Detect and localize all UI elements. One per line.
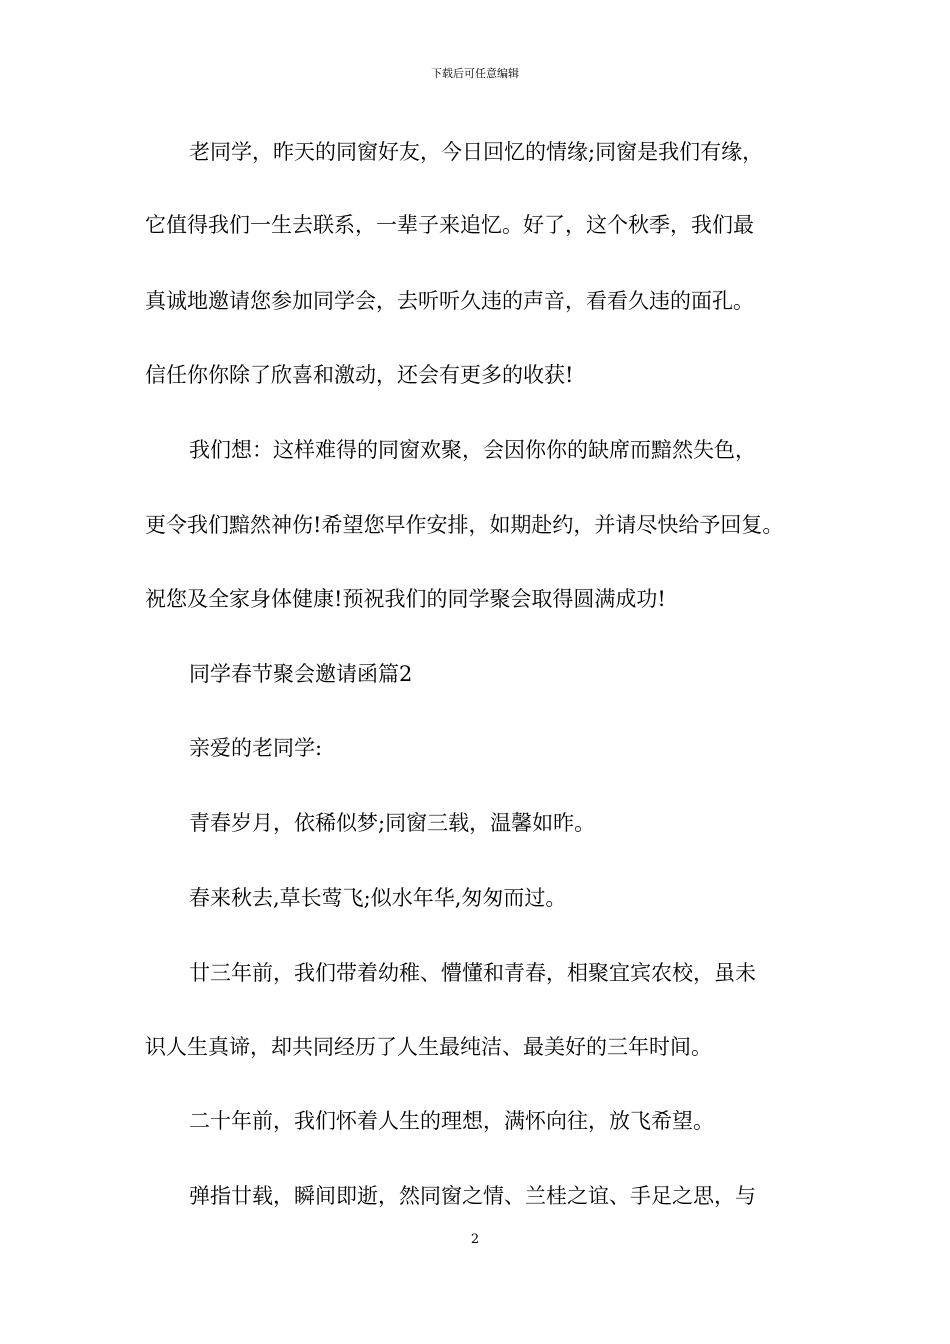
body-line: 祝您及全家身体健康!预祝我们的同学聚会取得圆满成功!: [145, 587, 666, 611]
body-line: 识人生真谛，却共同经历了人生最纯洁、最美好的三年时间。: [145, 1035, 712, 1059]
page-number: 2: [470, 1232, 480, 1247]
salutation: 亲爱的老同学:: [189, 736, 323, 760]
body-line: 真诚地邀请您参加同学会，去听听久违的声音，看看久违的面孔。: [145, 289, 754, 313]
page-header: 下载后可任意编辑: [431, 67, 519, 80]
body-line: 它值得我们一生去联系，一辈子来追忆。好了，这个秋季，我们最: [145, 213, 754, 237]
body-line: 春来秋去,草长莺飞;似水年华,匆匆而过。: [189, 886, 567, 910]
body-line: 更令我们黯然神伤!希望您早作安排，如期赴约，并请尽快给予回复。: [145, 513, 784, 537]
body-line: 弹指廿载，瞬间即逝，然同窗之情、兰桂之谊、手足之思，与: [189, 1184, 756, 1208]
body-line: 青春岁月，依稀似梦;同窗三载，温馨如昨。: [189, 811, 596, 835]
body-line: 老同学，昨天的同窗好友，今日回忆的情缘;同窗是我们有缘，: [189, 140, 764, 164]
section-heading: 同学春节聚会邀请函篇2: [189, 662, 413, 686]
body-line: 二十年前，我们怀着人生的理想，满怀向往，放飞希望。: [189, 1109, 714, 1133]
body-line: 信任你你除了欣喜和激动，还会有更多的收获!: [145, 363, 574, 387]
body-line: 廿三年前，我们带着幼稚、懵懂和青春，相聚宜宾农校，虽未: [189, 961, 756, 985]
body-line: 我们想：这样难得的同窗欢聚，会因你你的缺席而黯然失色，: [189, 438, 756, 462]
